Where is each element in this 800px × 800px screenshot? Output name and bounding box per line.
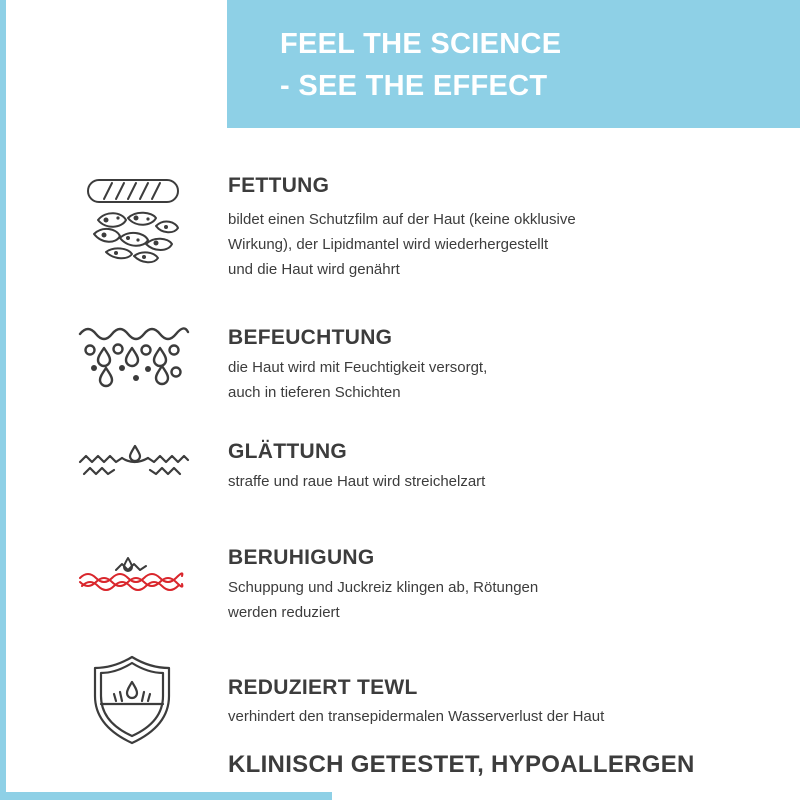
- header-title-line2: - SEE THE EFFECT: [280, 70, 548, 102]
- benefit-desc-befeuchtung: [228, 355, 487, 405]
- moisture-drops-icon: [76, 320, 192, 390]
- lipid-barrier-icon: [76, 172, 188, 272]
- benefit-desc-beruhigung: [228, 575, 538, 625]
- desc-line: werden reduziert: [228, 604, 340, 621]
- left-accent-bar: [0, 0, 6, 800]
- benefit-title-glaettung: GLÄTTUNG: [228, 440, 348, 463]
- header-title-line1: FEEL THE SCIENCE: [280, 28, 562, 60]
- smoothing-wave-icon: [78, 440, 190, 480]
- benefit-desc-fettung: [228, 207, 576, 282]
- benefit-title-befeuchtung: BEFEUCHTUNG: [228, 326, 393, 349]
- benefit-title-beruhigung: BERUHIGUNG: [228, 546, 375, 569]
- desc-line: verhindert den transepidermalen Wasserverlust der Haut: [228, 708, 605, 725]
- desc-line: auch in tieferen Schichten: [228, 384, 401, 401]
- shield-icon: [92, 654, 172, 746]
- desc-line: und die Haut wird genährt: [228, 261, 400, 278]
- claim-clinically-tested: KLINISCH GETESTET, HYPOALLERGEN: [228, 751, 695, 778]
- benefit-title-fettung: FETTUNG: [228, 174, 330, 197]
- benefit-desc-tewl: [228, 704, 604, 729]
- bottom-accent-bar: [0, 792, 332, 800]
- desc-line: Wirkung), der Lipidmantel wird wiederhergestellt: [228, 236, 549, 253]
- benefit-title-tewl: REDUZIERT TEWL: [228, 676, 418, 699]
- benefit-desc-glaettung: [228, 469, 485, 494]
- desc-line: die Haut wird mit Feuchtigkeit versorgt,: [228, 359, 488, 376]
- desc-line: Schuppung und Juckreiz klingen ab, Rötungen: [228, 579, 539, 596]
- desc-line: straffe und raue Haut wird streichelzart: [228, 473, 486, 490]
- soothing-wave-icon: [78, 556, 184, 592]
- desc-line: bildet einen Schutzfilm auf der Haut (keine okklusive: [228, 211, 576, 228]
- header-banner: [227, 0, 800, 128]
